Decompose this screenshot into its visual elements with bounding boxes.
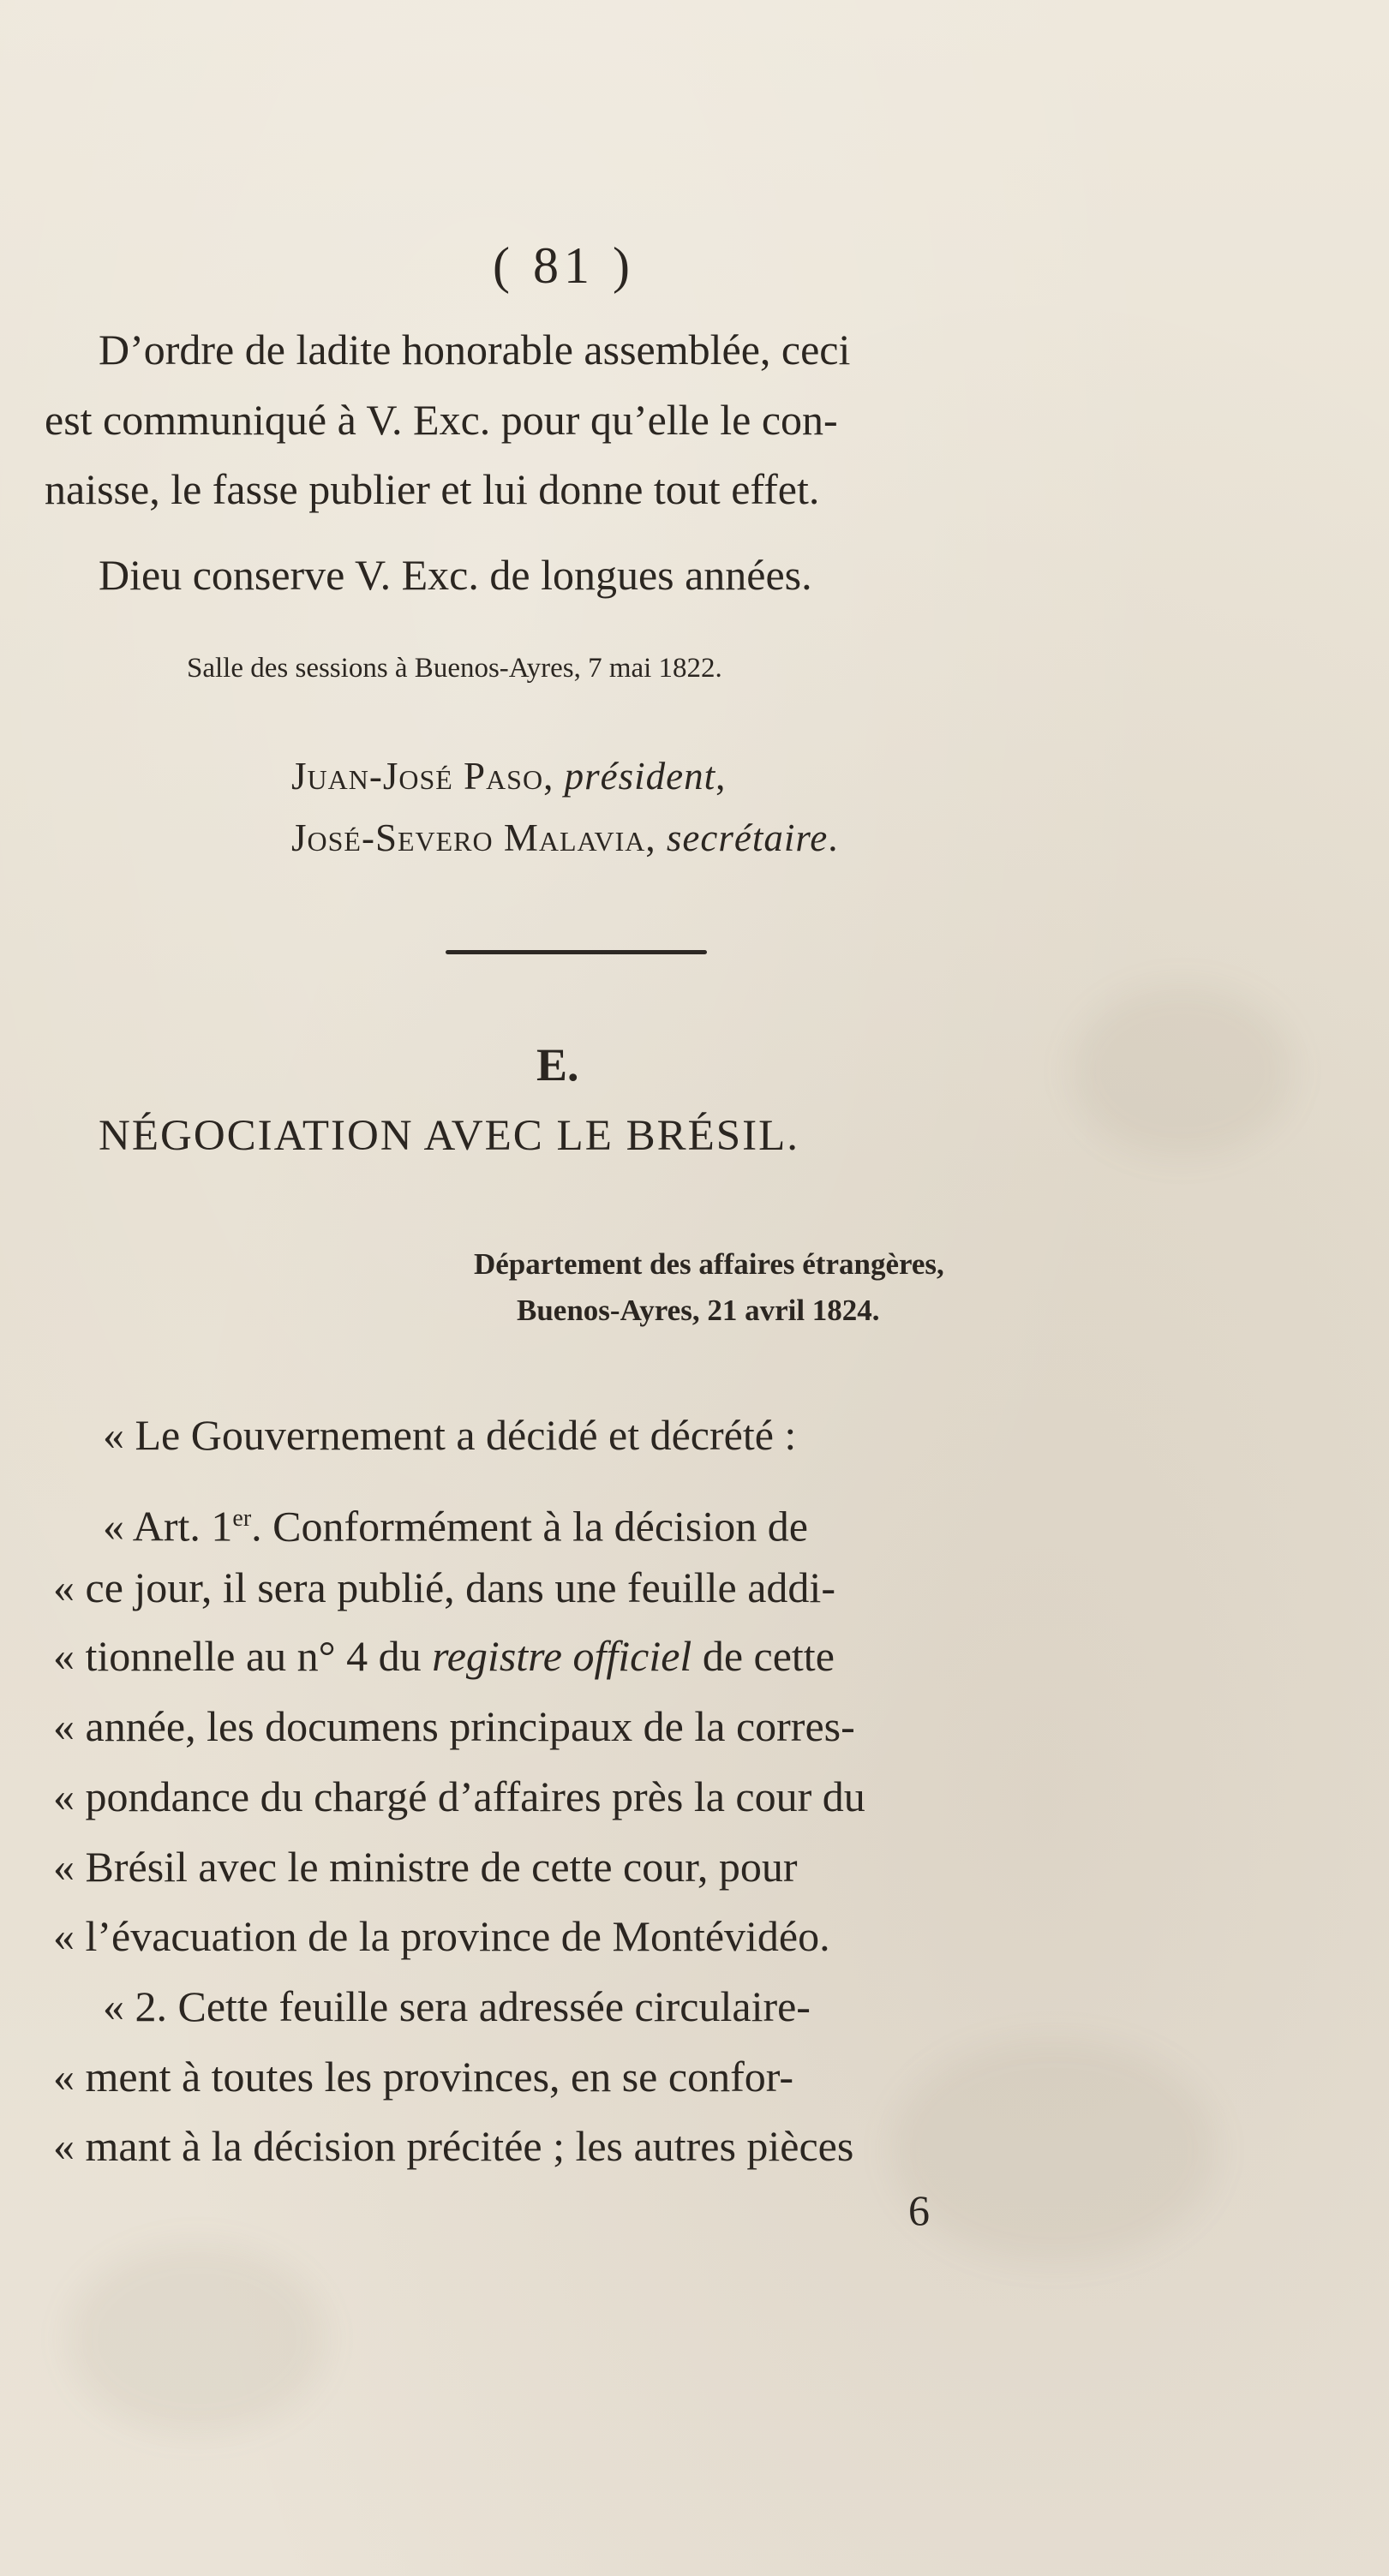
section-divider bbox=[446, 950, 707, 954]
decree-line: « année, les documens principaux de la corres- bbox=[53, 1702, 855, 1750]
paragraph-line: est communiqué à V. Exc. pour qu’elle le con- bbox=[45, 396, 838, 444]
department-line: Département des affaires étrangères, bbox=[474, 1247, 944, 1281]
signatory-secretary bbox=[291, 816, 838, 860]
decree-line: « l’évacuation de la province de Montévidéo. bbox=[53, 1912, 830, 1960]
decree-line: « Le Gouvernement a décidé et décrété : bbox=[103, 1411, 797, 1459]
signatory-president bbox=[291, 754, 726, 798]
paragraph-line: Dieu conserve V. Exc. de longues années. bbox=[99, 551, 812, 599]
article-label: « Art. 1 bbox=[103, 1502, 233, 1551]
paper-stain bbox=[891, 2039, 1217, 2262]
decree-line: « Brésil avec le ministre de cette cour, pour bbox=[53, 1843, 798, 1891]
secretary-title: secrétaire bbox=[666, 816, 829, 859]
punctuation: , bbox=[715, 755, 727, 798]
section-title: NÉGOCIATION AVEC LE BRÉSIL. bbox=[99, 1112, 800, 1160]
decree-line: « mant à la décision précitée ; les autres pièces bbox=[53, 2122, 854, 2170]
secretary-name: José-Severo Malavia bbox=[291, 816, 646, 859]
decree-line: « ment à toutes les provinces, en se confor- bbox=[53, 2053, 794, 2101]
folio-number: 6 bbox=[908, 2186, 930, 2234]
paragraph-line: naisse, le fasse publier et lui donne tout effet. bbox=[45, 465, 820, 513]
decree-line: « 2. Cette feuille sera adressée circulaire- bbox=[103, 1982, 811, 2030]
president-name: Juan-José Paso bbox=[291, 755, 544, 798]
punctuation: . bbox=[828, 816, 839, 859]
decree-line: « ce jour, il sera publié, dans une feuille addi- bbox=[53, 1563, 835, 1611]
decree-line: « pondance du chargé d’affaires près la cour du bbox=[53, 1772, 865, 1820]
article-text: . Conformément à la décision de bbox=[251, 1502, 808, 1551]
paper-stain bbox=[1071, 985, 1294, 1157]
decree-text: « tionnelle au n° 4 du bbox=[53, 1632, 433, 1680]
decree-article-1 bbox=[103, 1495, 808, 1551]
page-number: ( 81 ) bbox=[493, 237, 635, 294]
paragraph-line: D’ordre de ladite honorable assemblée, ceci bbox=[99, 326, 851, 374]
signature-location: Salle des sessions à Buenos-Ayres, 7 mai 1822. bbox=[187, 653, 722, 684]
article-ordinal: er bbox=[232, 1505, 252, 1532]
decree-line bbox=[53, 1632, 835, 1680]
punctuation: , bbox=[543, 755, 565, 798]
decree-text: de cette bbox=[692, 1632, 835, 1680]
section-letter: E. bbox=[536, 1039, 579, 1091]
department-date: Buenos-Ayres, 21 avril 1824. bbox=[517, 1294, 880, 1327]
president-title: président bbox=[564, 755, 716, 798]
registry-title: registre officiel bbox=[432, 1632, 692, 1680]
punctuation: , bbox=[645, 816, 667, 859]
paper-stain bbox=[69, 2244, 326, 2433]
